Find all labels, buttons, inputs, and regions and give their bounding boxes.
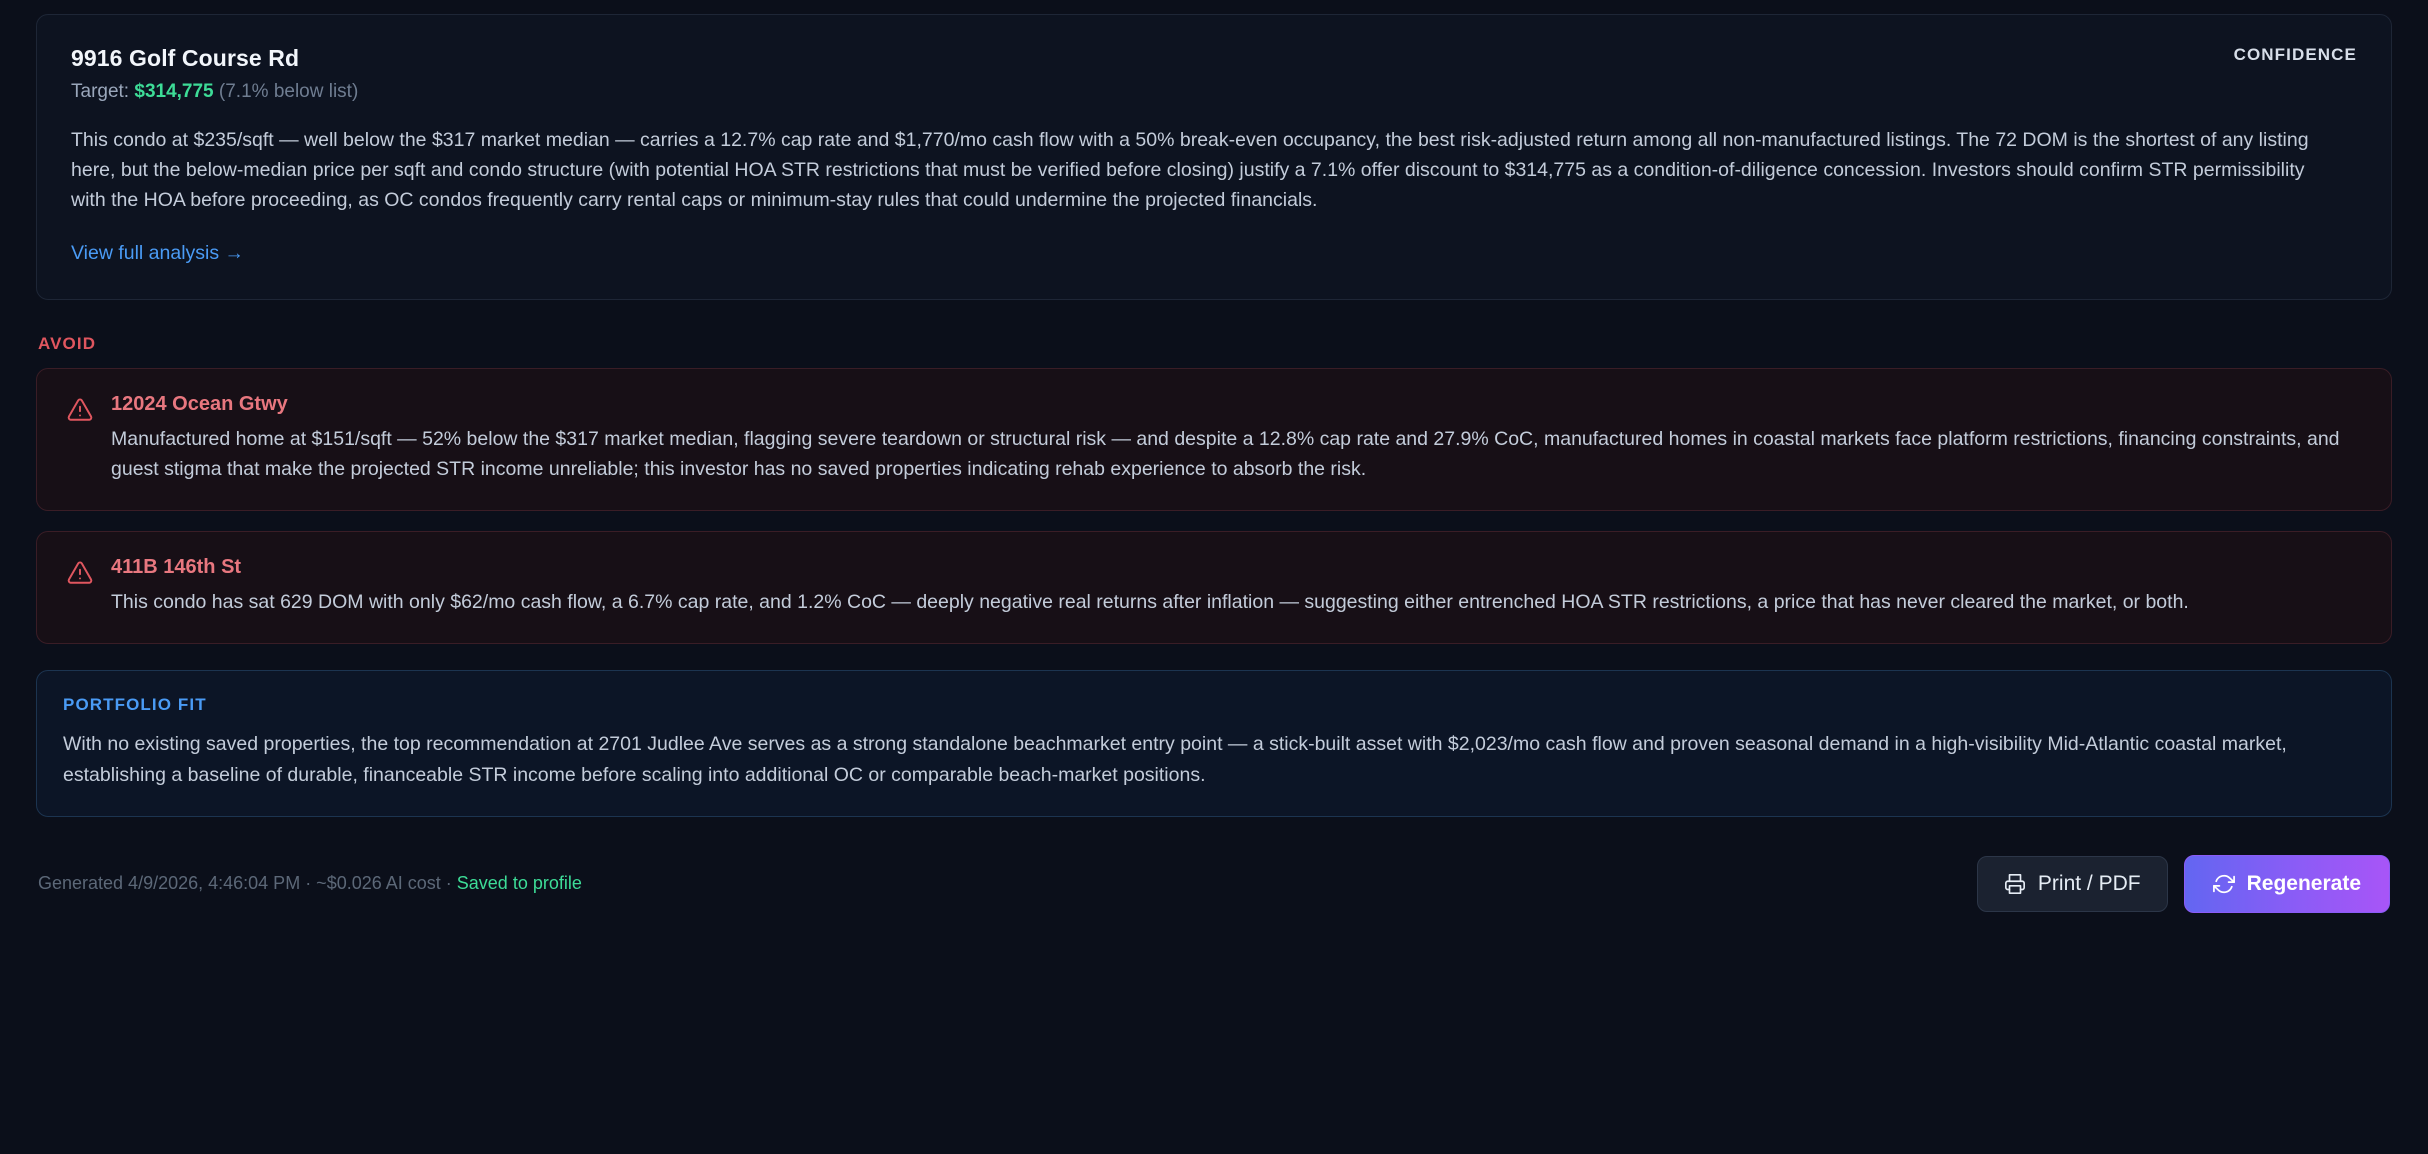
target-prefix: Target: [71,81,130,102]
avoid-item-card [36,531,2392,644]
footer-actions [1977,855,2390,913]
target-delta: (7.1% below list) [218,81,359,102]
avoid-item-content [111,393,2361,484]
footer-generated-text: Generated 4/9/2026, 4:46:04 PM · ~$0.026 AI cost · [38,873,457,894]
regenerate-label: Regenerate [2246,871,2361,895]
footer-meta [38,873,582,894]
confidence-label: CONFIDENCE [2233,45,2357,64]
recommendation-analysis-text: This condo at $235/sqft — well below the $317 market median — carries a 12.7% cap rate and $1,770/mo cash flow with a 50% break-even occupancy, the best risk-adjusted return among all non-manufactured listings. The 72 DOM is the shortest of any listing here, but the below-median price per sqft and condo structure (with potential HOA STR restrictions that must be verified before closing) justify a 7.1% offer discount to $314,775 as a condition-of-diligence concession. Investors should confirm STR permissibility with the HOA before proceeding, as OC condos frequently carry rental caps or minimum-stay rules that could undermine the projected financials. [71,129,2309,212]
recommendation-target [71,81,358,103]
footer-bar [36,855,2392,913]
avoid-section-label: AVOID [38,333,97,353]
regenerate-button[interactable] [2184,855,2390,913]
portfolio-fit-card [36,670,2392,816]
recommendation-title: 9916 Golf Course Rd [71,45,300,71]
print-pdf-button[interactable] [1977,856,2168,912]
avoid-item-card [36,368,2392,511]
recommendation-header [71,45,2357,103]
printer-icon [2004,873,2026,895]
portfolio-fit-label: PORTFOLIO FIT [63,695,207,715]
target-value: $314,775 [134,81,214,102]
print-pdf-label: Print / PDF [2037,871,2141,895]
avoid-item-body: This condo has sat 629 DOM with only $62/mo cash flow, a 6.7% cap rate, and 1.2% CoC — deeply negative real returns after inflation — suggesting either entrenched HOA STR restrictions, a price that has never cleared the market, or both. [111,591,2189,614]
view-full-analysis-link[interactable]: View full analysis → [71,241,245,264]
refresh-icon [2213,873,2235,895]
avoid-item-title: 411B 146th St [111,556,242,579]
avoid-item-content [111,556,2189,617]
warning-triangle-icon [67,397,93,423]
avoid-item-title: 12024 Ocean Gtwy [111,392,288,415]
recommendation-heading-group [71,45,358,103]
avoid-item-body: Manufactured home at $151/sqft — 52% below the $317 market median, flagging severe teardown or structural risk — and despite a 12.8% cap rate and 27.9% CoC, manufactured homes in coastal markets face platform restrictions, financing constraints, and guest stigma that make the projected STR income unreliable; this investor has no saved properties indicating rehab experience to absorb the risk. [111,427,2340,480]
portfolio-fit-body: With no existing saved properties, the top recommendation at 2701 Judlee Ave serves as a strong standalone beachmarket entry point — a stick-built asset with $2,023/mo cash flow and proven seasonal demand in a high-visibility Mid-Atlantic coastal market, establishing a baseline of durable, financeable STR income before scaling into additional OC or comparable beach-market positions. [63,733,2287,786]
warning-triangle-icon [67,560,93,586]
footer-saved-status: Saved to profile [456,873,582,894]
recommendation-card [36,14,2392,300]
